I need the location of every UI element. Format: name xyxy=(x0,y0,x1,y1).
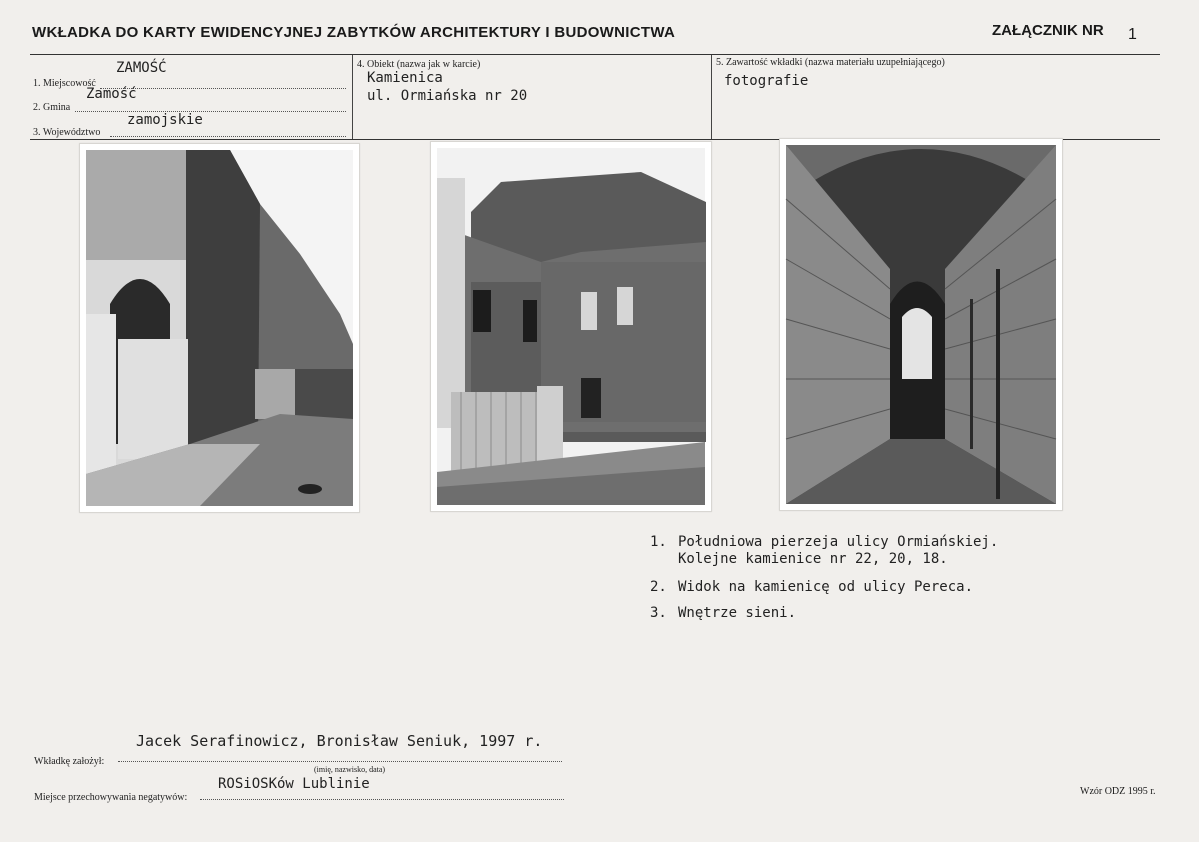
caption-2-line-1: Widok na kamienicę od ulicy Pereca. xyxy=(678,579,974,595)
caption-1-line-1: Południowa pierzeja ulicy Ormiańskiej. xyxy=(678,534,999,550)
form-code: Wzór ODZ 1995 r. xyxy=(1080,786,1156,797)
wojewodztwo-value: zamojskie xyxy=(127,112,203,128)
obiekt-label: 4. Obiekt (nazwa jak w karcie) xyxy=(357,59,481,70)
caption-2-number: 2. xyxy=(650,579,667,595)
caption-1-number: 1. xyxy=(650,534,667,550)
wojewodztwo-label: 3. Województwo xyxy=(33,127,101,138)
negatywy-line xyxy=(200,799,564,800)
photo-2-courtyard xyxy=(430,141,712,512)
zalozyl-label: Wkładkę założył: xyxy=(34,756,105,767)
obiekt-value-2: ul. Ormiańska nr 20 xyxy=(367,88,528,104)
obiekt-value-1: Kamienica xyxy=(367,70,443,86)
annex-number: 1 xyxy=(1128,26,1137,43)
miejscowosc-line xyxy=(100,88,346,89)
gmina-label: 2. Gmina xyxy=(33,102,71,113)
gmina-value: Zamość xyxy=(86,86,137,102)
wojewodztwo-line xyxy=(110,136,346,137)
caption-3-number: 3. xyxy=(650,605,667,621)
caption-1-line-2: Kolejne kamienice nr 22, 20, 18. xyxy=(678,551,948,567)
annex-label: ZAŁĄCZNIK NR xyxy=(992,22,1104,39)
negatywy-value: ROSiOSKów Lublinie xyxy=(218,776,370,792)
miejscowosc-value: ZAMOŚĆ xyxy=(116,60,167,76)
miejscowosc-label: 1. Miejscowość xyxy=(33,78,96,89)
field-divider-1 xyxy=(352,55,353,139)
zawartosc-value: fotografie xyxy=(724,73,809,89)
zalozyl-line xyxy=(118,761,562,762)
photo-1-street xyxy=(79,143,360,513)
zalozyl-hint: (imię, nazwisko, data) xyxy=(314,765,386,774)
zawartosc-label: 5. Zawartość wkładki (nazwa materiału uzupełniającego) xyxy=(716,57,945,68)
authors: Jacek Serafinowicz, Bronisław Seniuk, 1997 r. xyxy=(136,732,543,750)
gmina-line xyxy=(75,111,346,112)
caption-3-line-1: Wnętrze sieni. xyxy=(678,605,797,621)
header-rule xyxy=(30,54,1160,55)
negatywy-label: Miejsce przechowywania negatywów: xyxy=(34,792,188,803)
field-divider-2 xyxy=(711,55,712,139)
document-title: WKŁADKA DO KARTY EWIDENCYJNEJ ZABYTKÓW ARCHITEKTURY I BUDOWNICTWA xyxy=(32,24,676,41)
photo-3-interior xyxy=(779,138,1063,511)
